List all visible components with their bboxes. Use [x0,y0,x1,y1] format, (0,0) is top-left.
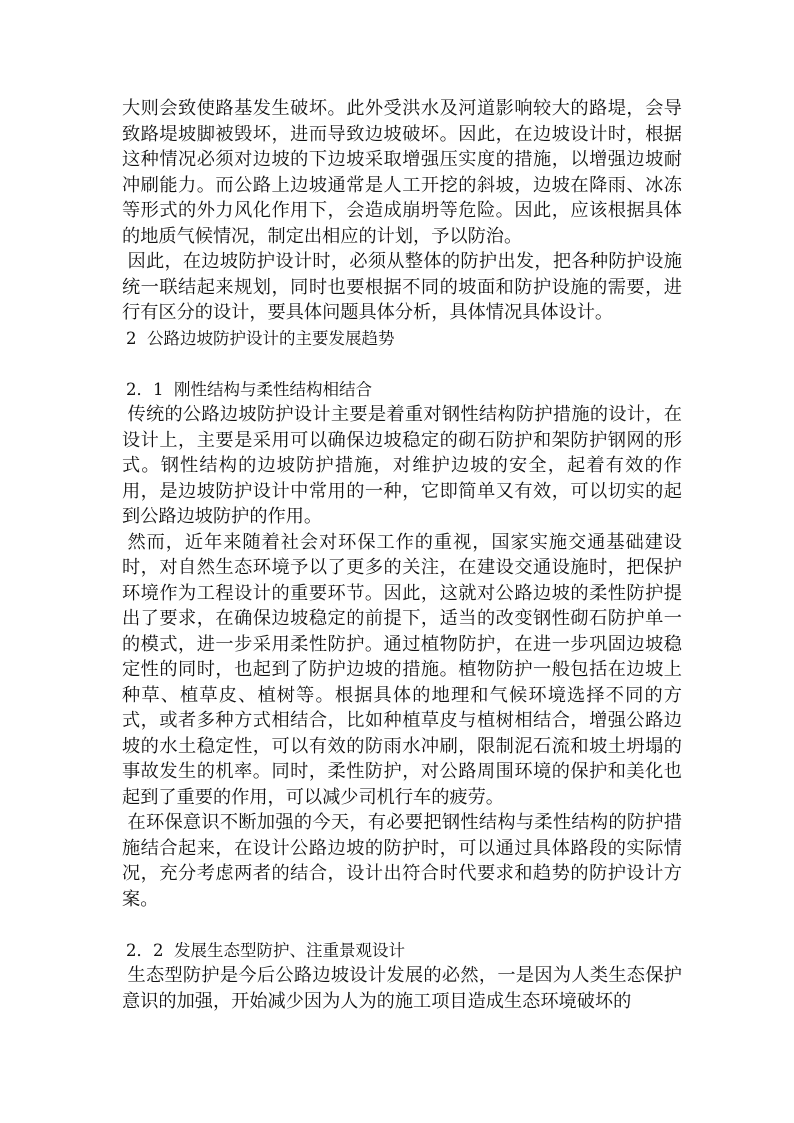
paragraph-flexible-structure: 然而，近年来随着社会对环保工作的重视，国家实施交通基础建设时，对自然生态环境予以了更多的关注，在建设交通设施时，把保护环境作为工程设计的重要环节。因此，这就对公路边坡的柔性防护提出了要求，在确保边坡稳定的前提下，适当的改变钢性砌石防护单一的模式，进一步采用柔性防护。通过植物防护，在进一步巩固边坡稳定性的同时，也起到了防护边坡的措施。植物防护一般包括在边坡上种草、植草皮、植树等。根据具体的地理和气候环境选择不同的方式，或者多种方式相结合，比如种植草皮与植树相结合，增强公路边坡的水土稳定性，可以有效的防雨水冲刷，限制泥石流和坡土坍塌的事故发生的机率。同时，柔性防护，对公路周围环境的保护和美化也起到了重要的作用，可以减少司机行车的疲劳。 [122,531,682,808]
paragraph-rigid-structure: 传统的公路边坡防护设计主要是着重对钢性结构防护措施的设计，在设计上，主要是采用可以确保边坡稳定的砌石防护和架防护钢网的形式。钢性结构的边坡防护措施，对维护边坡的安全，起着有效的作用，是边坡防护设计中常用的一种，它即简单又有效，可以切实的起到公路边坡防护的作用。 [122,404,682,527]
paragraph-ecological-protection: 生态型防护是今后公路边坡设计发展的必然，一是因为人类生态保护意识的加强，开始减少因为人为的施工项目造成生态环境破坏的 [122,965,682,1012]
section-heading-2-1: 2．1 刚性结构与柔性结构相结合 [126,379,372,399]
paragraph-combination: 在环保意识不断加强的今天，有必要把钢性结构与柔性结构的防护措施结合起来，在设计公路边坡的防护时，可以通过具体路段的实际情况，充分考虑两者的结合，设计出符合时代要求和趋势的防护设计方案。 [122,812,682,910]
section-heading-2-2: 2．2 发展生态型防护、注重景观设计 [126,940,405,960]
document-body [122,96,682,1014]
paragraph-design-principle: 因此，在边坡防护设计时，必须从整体的防护出发，把各种防护设施统一联结起来规划，同时也要根据不同的坡面和防护设施的需要，进行有区分的设计，要具体问题具体分析，具体情况具体设计。 [122,251,682,323]
blank-line [122,912,682,938]
paragraph-continued: 大则会致使路基发生破坏。此外受洪水及河道影响较大的路堤，会导致路堤坡脚被毁坏，进而导致边坡破坏。因此，在边坡设计时，根据这种情况必须对边坡的下边坡采取增强压实度的措施，以增强边坡耐冲刷能力。而公路上边坡通常是人工开挖的斜坡，边坡在降雨、冰冻等形式的外力风化作用下，会造成崩坍等危险。因此，应该根据具体的地质气候情况，制定出相应的计划，予以防治。 [122,98,682,247]
section-heading-2: 2 公路边坡防护设计的主要发展趋势 [126,328,395,348]
blank-line [122,351,682,377]
